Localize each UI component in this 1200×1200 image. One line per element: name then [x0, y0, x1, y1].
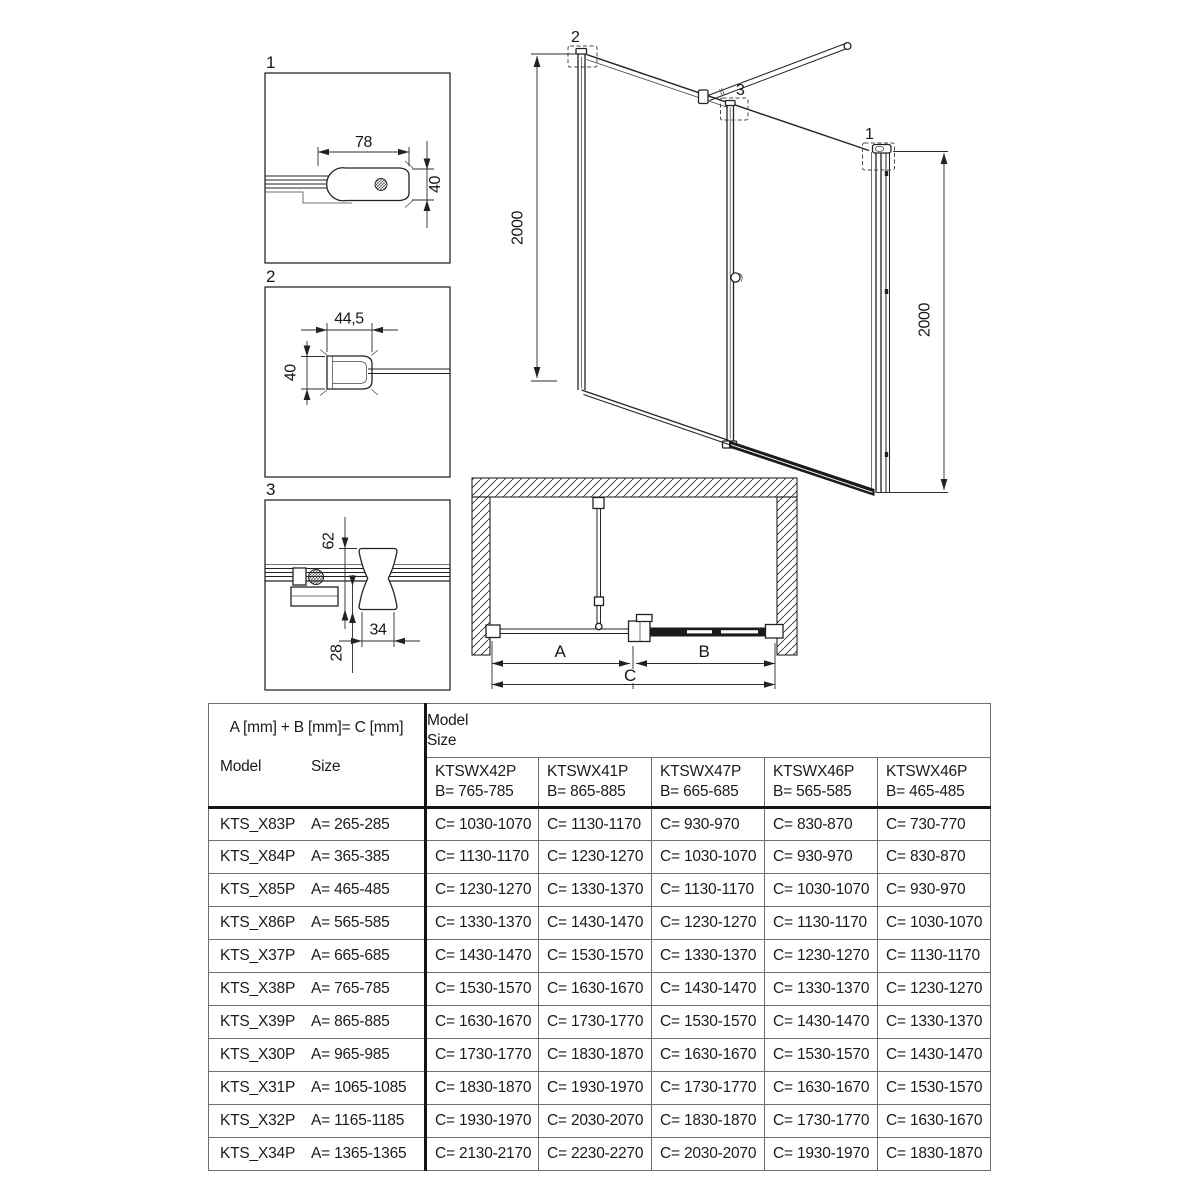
column-model: KTSWX41P	[547, 763, 629, 780]
dim-2000-right-label: 2000	[916, 303, 934, 337]
table-row	[209, 973, 991, 1006]
model-code: KTS_X85P	[220, 881, 296, 898]
column-header-ktswx46p-2	[878, 758, 991, 808]
screw-dot	[885, 452, 888, 457]
model-code: KTS_X34P	[220, 1145, 296, 1162]
column-header-ktswx42p	[426, 758, 539, 808]
c-value-cell: C= 1630-1670	[765, 1072, 878, 1105]
column-b-range: B= 765-785	[435, 783, 514, 800]
c-value-cell: C= 930-970	[765, 841, 878, 874]
model-size-cell	[209, 1105, 426, 1138]
c-value-cell: C= 1130-1170	[539, 808, 652, 841]
spec-table-body	[209, 808, 991, 1171]
model-size-cell	[209, 1072, 426, 1105]
size-a-range: A= 265-285	[311, 815, 390, 833]
dim-b-label: B	[698, 642, 710, 661]
size-a-range: A= 1065-1085	[311, 1079, 407, 1096]
detail-1-label: 1	[266, 53, 276, 72]
detail-drawing-3	[265, 480, 450, 690]
c-value-cell: C= 2230-2270	[539, 1138, 652, 1171]
column-header-ktswx41p	[539, 758, 652, 808]
dim-78-label: 78	[355, 134, 372, 151]
screw-icon	[309, 570, 324, 585]
model-code: KTS_X83P	[220, 815, 296, 833]
formula-label: A [mm] + B [mm]= C [mm]	[229, 719, 404, 736]
hinge-body	[291, 587, 338, 606]
detail-2-label: 2	[266, 267, 276, 286]
model-size-cell	[209, 1039, 426, 1072]
c-value-cell: C= 1130-1170	[426, 841, 539, 874]
c-value-cell: C= 1530-1570	[426, 973, 539, 1006]
c-value-cell: C= 1130-1170	[765, 907, 878, 940]
door-panel-slot	[687, 630, 712, 633]
bar-bracket	[699, 90, 709, 104]
size-a-range: A= 965-985	[311, 1046, 390, 1063]
detail-drawing-1	[265, 53, 450, 263]
table-row	[209, 1072, 991, 1105]
wall-bracket-plan	[766, 625, 784, 639]
wall-top	[472, 478, 797, 497]
c-value-cell: C= 1530-1570	[652, 1006, 765, 1039]
c-value-cell: C= 1130-1170	[652, 874, 765, 907]
c-value-cell: C= 930-970	[878, 874, 991, 907]
door-knob	[731, 273, 740, 282]
column-b-range: B= 665-685	[660, 783, 739, 800]
table-row	[209, 1006, 991, 1039]
group-header-line2: Size	[427, 731, 457, 749]
c-value-cell: C= 1730-1770	[426, 1039, 539, 1072]
knob-profile	[359, 549, 397, 610]
dim-2000-right-lines	[877, 152, 948, 493]
c-value-cell: C= 1530-1570	[878, 1072, 991, 1105]
table-row	[209, 1039, 991, 1072]
c-value-cell: C= 1230-1270	[765, 940, 878, 973]
c-value-cell: C= 2130-2170	[426, 1138, 539, 1171]
c-value-cell: C= 1630-1670	[426, 1006, 539, 1039]
column-b-range: B= 465-485	[886, 783, 965, 800]
plan-view	[472, 478, 797, 689]
table-row	[209, 1105, 991, 1138]
model-size-cell	[209, 841, 426, 874]
c-value-cell: C= 1830-1870	[652, 1105, 765, 1138]
size-table	[208, 703, 991, 1171]
column-header-ktswx46p-1	[765, 758, 878, 808]
table-row	[209, 808, 991, 841]
support-bar-plan	[597, 508, 601, 628]
c-value-cell: C= 1630-1670	[539, 973, 652, 1006]
callout-3-label: 3	[736, 82, 745, 99]
model-size-cell	[209, 940, 426, 973]
wall-bracket-plan	[486, 625, 500, 638]
c-value-cell: C= 730-770	[878, 808, 991, 841]
glass-bottom-edge-inner	[584, 395, 730, 445]
model-code: KTS_X30P	[220, 1046, 296, 1063]
c-value-cell: C= 1430-1470	[652, 973, 765, 1006]
table-row	[209, 940, 991, 973]
c-value-cell: C= 1230-1270	[878, 973, 991, 1006]
right-post	[876, 149, 881, 493]
callout-1-label: 1	[865, 126, 874, 143]
table-row	[209, 874, 991, 907]
bar-glass-clamp	[596, 623, 602, 629]
dim-44-label: 44,5	[334, 310, 364, 328]
c-value-cell: C= 1030-1070	[426, 808, 539, 841]
c-value-cell: C= 1730-1770	[539, 1006, 652, 1039]
size-a-range: A= 665-685	[311, 947, 390, 964]
c-value-cell: C= 1630-1670	[878, 1105, 991, 1138]
size-a-range: A= 765-785	[311, 980, 390, 997]
glass-edge-lines	[368, 369, 450, 374]
group-header-line1: Model	[427, 711, 469, 729]
dim-40-label: 40	[427, 176, 444, 193]
c-value-cell: C= 1830-1870	[878, 1138, 991, 1171]
c-value-cell: C= 1930-1970	[765, 1138, 878, 1171]
size-a-range: A= 1165-1185	[311, 1112, 405, 1129]
c-value-cell: C= 1730-1770	[765, 1105, 878, 1138]
model-code: KTS_X84P	[220, 848, 296, 865]
hinge-block-plan	[629, 621, 651, 642]
c-value-cell: C= 830-870	[878, 841, 991, 874]
bar-joint	[595, 597, 604, 606]
wall-profile	[327, 356, 372, 389]
model-size-cell	[209, 1138, 426, 1171]
dim-a-label: A	[554, 642, 566, 661]
table-left-header	[209, 704, 426, 808]
dim-62-label: 62	[320, 532, 338, 550]
c-value-cell: C= 1230-1270	[426, 874, 539, 907]
model-code: KTS_X31P	[220, 1079, 296, 1096]
model-code: KTS_X37P	[220, 947, 296, 964]
fixed-panel-plan	[490, 629, 631, 634]
c-value-cell: C= 930-970	[652, 808, 765, 841]
bar-wall-mount	[593, 498, 604, 509]
column-b-range: B= 865-885	[547, 783, 626, 800]
model-code: KTS_X86P	[220, 914, 296, 931]
post-cap	[576, 49, 587, 55]
screw-dot	[885, 171, 888, 176]
support-bar	[708, 44, 847, 101]
c-value-cell: C= 1230-1270	[652, 907, 765, 940]
group-header	[426, 704, 991, 758]
c-value-cell: C= 1830-1870	[426, 1072, 539, 1105]
c-value-cell: C= 1030-1070	[878, 907, 991, 940]
wall-bracket-profile	[327, 168, 409, 201]
size-a-range: A= 465-485	[311, 881, 390, 898]
column-model: KTSWX42P	[435, 763, 517, 780]
screw-dot	[885, 289, 888, 294]
column-model: KTSWX46P	[886, 763, 968, 780]
c-value-cell: C= 1330-1370	[878, 1006, 991, 1039]
c-value-cell: C= 1430-1470	[539, 907, 652, 940]
model-size-cell	[209, 907, 426, 940]
dim-40-label: 40	[282, 364, 300, 382]
c-value-cell: C= 1330-1370	[539, 874, 652, 907]
post-cap	[726, 101, 736, 106]
size-a-range: A= 565-585	[311, 914, 390, 931]
c-value-cell: C= 1930-1970	[539, 1072, 652, 1105]
c-value-cell: C= 1330-1370	[652, 940, 765, 973]
size-a-range: A= 865-885	[311, 1013, 390, 1030]
dim-c-label: C	[624, 666, 636, 685]
column-model: KTSWX47P	[660, 763, 742, 780]
dim-2000-left-lines	[531, 54, 576, 381]
model-size-cell	[209, 874, 426, 907]
table-row	[209, 1138, 991, 1171]
screw-icon	[375, 179, 387, 191]
c-value-cell: C= 1630-1670	[652, 1039, 765, 1072]
detail-drawing-2	[265, 267, 450, 477]
size-a-range: A= 1365-1365	[311, 1145, 407, 1162]
model-code: KTS_X39P	[220, 1013, 296, 1030]
table-row	[209, 841, 991, 874]
c-value-cell: C= 1930-1970	[426, 1105, 539, 1138]
c-value-cell: C= 830-870	[765, 808, 878, 841]
c-value-cell: C= 1430-1470	[878, 1039, 991, 1072]
c-value-cell: C= 1030-1070	[765, 874, 878, 907]
c-value-cell: C= 1130-1170	[878, 940, 991, 973]
c-value-cell: C= 1430-1470	[765, 1006, 878, 1039]
column-model: KTSWX46P	[773, 763, 855, 780]
dim-2000-left-label: 2000	[509, 211, 527, 245]
model-code: KTS_X32P	[220, 1112, 296, 1129]
callout-2-label: 2	[571, 29, 580, 46]
c-value-cell: C= 1030-1070	[652, 841, 765, 874]
model-size-cell	[209, 973, 426, 1006]
hinge-part	[293, 568, 306, 585]
column-header-ktswx47p	[652, 758, 765, 808]
c-value-cell: C= 1330-1370	[765, 973, 878, 1006]
door-panel-slot	[721, 630, 758, 633]
model-column-label: Model	[220, 758, 262, 775]
hinge-tab-plan	[637, 615, 653, 622]
c-value-cell: C= 1830-1870	[539, 1039, 652, 1072]
c-value-cell: C= 1730-1770	[652, 1072, 765, 1105]
model-size-cell	[209, 808, 426, 841]
c-value-cell: C= 1530-1570	[765, 1039, 878, 1072]
model-code: KTS_X38P	[220, 980, 296, 997]
model-size-cell	[209, 1006, 426, 1039]
column-b-range: B= 565-585	[773, 783, 852, 800]
size-a-range: A= 365-385	[311, 848, 390, 865]
glass-bottom-edge	[582, 390, 730, 441]
c-value-cell: C= 1430-1470	[426, 940, 539, 973]
support-bar-end	[844, 43, 851, 50]
size-column-label: Size	[311, 758, 341, 775]
elevation-drawing	[510, 29, 949, 496]
c-value-cell: C= 2030-2070	[652, 1138, 765, 1171]
table-header-row-1	[209, 704, 991, 758]
c-value-cell: C= 1230-1270	[539, 841, 652, 874]
dim-34-label: 34	[369, 621, 387, 639]
table-row	[209, 907, 991, 940]
c-value-cell: C= 2030-2070	[539, 1105, 652, 1138]
detail-3-label: 3	[266, 480, 276, 499]
dim-28-label: 28	[328, 644, 346, 662]
c-value-cell: C= 1530-1570	[539, 940, 652, 973]
right-post-outer	[886, 152, 890, 493]
c-value-cell: C= 1330-1370	[426, 907, 539, 940]
